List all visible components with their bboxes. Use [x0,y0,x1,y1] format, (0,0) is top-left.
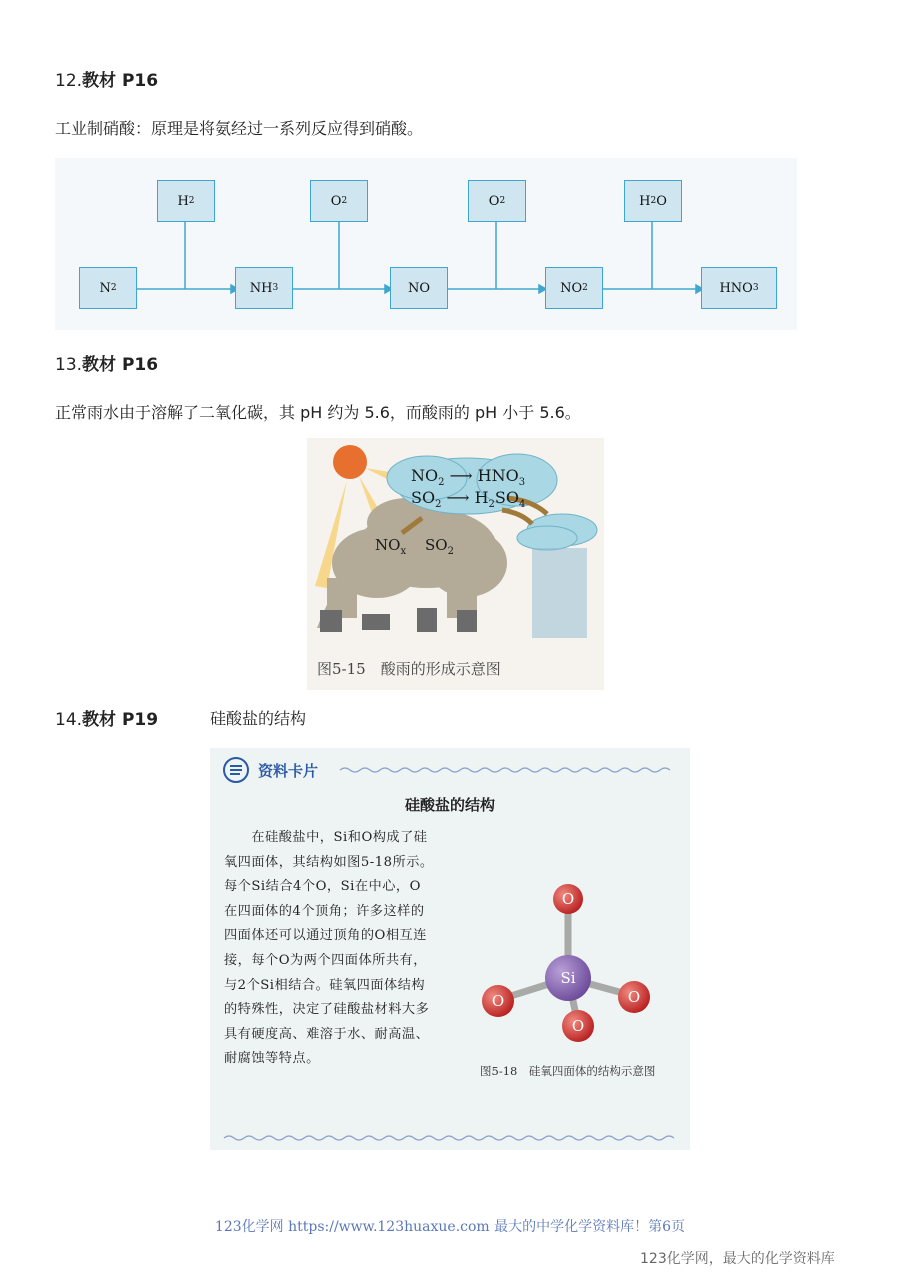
page-footer: 123化学网 https://www.123huaxue.com 最大的中学化学资料库！第6页 [214,1219,686,1235]
flow-reagent-o2-second: O 2 [468,180,526,222]
section-14-heading [55,705,158,730]
oxygen-label: O [491,992,505,1010]
flow-node-n2: N 2 [79,267,137,309]
acid-rain-figure [307,438,604,690]
card-body [224,826,478,1072]
section-number: 12. [55,71,83,91]
smoke-nox: $NO_x$ [375,536,407,557]
section-13-text: 正常雨水由于溶解了二氧化碳，其 pH 约为 5.6，而酸雨的 pH 小于 5.6。 [55,403,581,422]
tetrahedron-caption: 图5-18 硅氧四面体的结构示意图 [480,1064,656,1078]
flow-reagent-h2: H 2 [157,180,215,222]
section-title: 教材 P16 [82,71,159,91]
smoke-so2: $SO_2$ [425,536,454,557]
silicon-label: Si [560,969,576,987]
card-line: 具有硬度高、难溶于水、耐高温、 [224,1026,430,1042]
flow-node-nh3: NH 3 [235,267,293,309]
section-number: 13. [55,355,83,375]
acid-rain-caption: 图5-15 酸雨的形成示意图 [317,660,501,678]
info-card [210,748,690,1150]
section-12-heading [55,66,158,91]
section-title: 教材 P16 [82,355,159,375]
oxygen-label: O [627,988,641,1006]
card-title: 硅酸盐的结构 [404,796,495,814]
card-line: 与2个Si相结合。硅氧四面体结构 [224,977,426,993]
oxygen-label: O [561,890,575,908]
oxygen-label: O [571,1017,585,1035]
sun-icon [333,445,367,479]
section-number: 14. [55,710,83,730]
card-label: 资料卡片 [258,762,319,780]
card-line: 接，每个O为两个四面体所共有， [224,952,427,968]
section-14-subtitle: 硅酸盐的结构 [210,709,307,728]
flow-node-hno3: HNO 3 [701,267,777,309]
section-13-heading [55,350,158,375]
flow-reagent-h2o: H 2 O [624,180,682,222]
section-12-text: 工业制硝酸：原理是将氨经过一系列反应得到硝酸。 [55,119,424,138]
card-line: 耐腐蚀等特点。 [224,1051,320,1067]
card-line: 氧四面体，其结构如图5-18所示。 [224,854,434,870]
card-line: 每个Si结合4个O，Si在中心，O [224,879,421,895]
watermark-text: 123化学网，最大的化学资料库 [640,1251,835,1267]
card-line: 四面体还可以通过顶角的O相互连 [224,928,427,944]
card-line: 的特殊性，决定了硅酸盐材料大多 [224,1002,430,1018]
flow-node-no2: NO 2 [545,267,603,309]
section-title: 教材 P19 [82,710,159,730]
card-line: 在硅酸盐中，Si和O构成了硅 [224,830,428,845]
flow-node-no: NO [390,267,448,309]
reaction-no2: $NO_2$ ⟶ $HNO_3$ [411,466,526,489]
nitric-acid-process-diagram [55,158,797,330]
card-line: 在四面体的4个顶角；许多这样的 [224,903,425,919]
flow-reagent-o2: O 2 [310,180,368,222]
reaction-so2: $SO_2$ ⟶ $H_2SO_4$ [411,488,526,511]
